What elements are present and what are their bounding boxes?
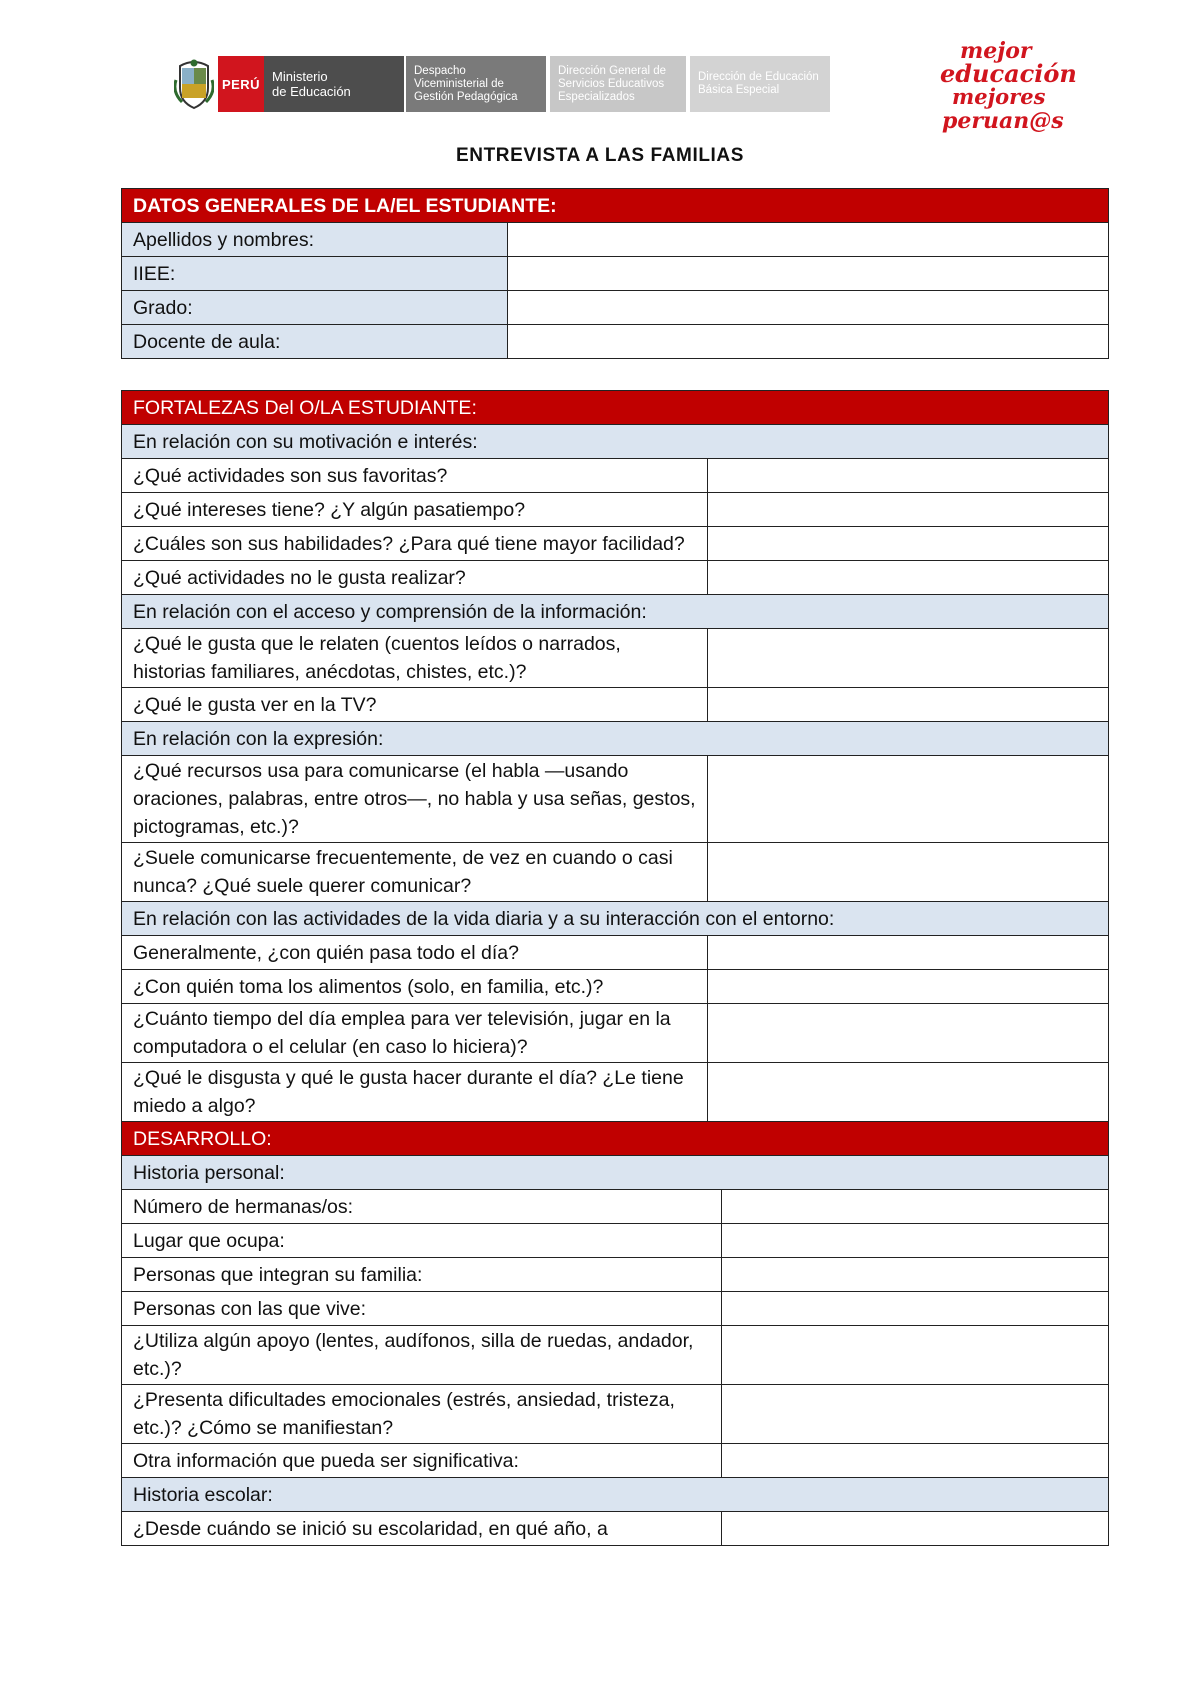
table-row [122, 257, 1109, 291]
table-row [122, 843, 1109, 902]
direccion-basica-box [690, 56, 830, 112]
subsection-row [122, 1478, 1109, 1512]
table-row [122, 1326, 1109, 1385]
table-row [122, 325, 1109, 359]
slogan-line: mejor [960, 38, 1032, 64]
peru-coat-of-arms-icon [174, 58, 214, 110]
answer-cell[interactable] [508, 325, 1109, 359]
question-cell: Generalmente, ¿con quién pasa todo el día? [122, 936, 708, 970]
question-cell: ¿Qué actividades no le gusta realizar? [122, 561, 708, 595]
general-data-table [121, 188, 1109, 359]
answer-cell[interactable] [708, 936, 1109, 970]
table-row [122, 1190, 1109, 1224]
table-row [122, 561, 1109, 595]
section-header-row [122, 1122, 1109, 1156]
table-row [122, 459, 1109, 493]
answer-cell[interactable] [708, 493, 1109, 527]
answer-cell[interactable] [708, 1004, 1109, 1063]
direccion-basica-line: Básica Especial [698, 84, 780, 96]
subsection-row [122, 595, 1109, 629]
question-cell: ¿Cuánto tiempo del día emplea para ver televisión, jugar en la computadora o el celular (en caso lo hiciera)? [122, 1004, 708, 1063]
question-cell: ¿Utiliza algún apoyo (lentes, audífonos, silla de ruedas, andador, etc.)? [122, 1326, 722, 1385]
question-cell: ¿Suele comunicarse frecuentemente, de vez en cuando o casi nunca? ¿Qué suele querer comunicar? [122, 843, 708, 902]
slogan-line: educación [940, 59, 1077, 88]
answer-cell[interactable] [708, 561, 1109, 595]
personal-history-heading: Historia personal: [122, 1156, 1109, 1190]
subsection-row [122, 902, 1109, 936]
strengths-heading: FORTALEZAS Del O/LA ESTUDIANTE: [122, 391, 1109, 425]
direccion-general-line: Dirección General de [558, 64, 667, 77]
subsection-row [122, 425, 1109, 459]
despacho-line: Despacho [414, 64, 466, 77]
section-header-row [122, 391, 1109, 425]
question-cell: ¿Qué le gusta ver en la TV? [122, 688, 708, 722]
table-row [122, 223, 1109, 257]
question-cell: ¿Qué intereses tiene? ¿Y algún pasatiempo? [122, 493, 708, 527]
direccion-general-line: Especializados [558, 90, 635, 103]
school-history-heading: Historia escolar: [122, 1478, 1109, 1512]
answer-cell[interactable] [708, 629, 1109, 688]
despacho-line: Viceministerial de [414, 77, 504, 90]
answer-cell[interactable] [722, 1258, 1109, 1292]
general-data-heading: DATOS GENERALES DE LA/EL ESTUDIANTE: [122, 189, 1109, 223]
access-heading: En relación con el acceso y comprensión de la información: [122, 595, 1109, 629]
table-row [122, 493, 1109, 527]
question-cell: ¿Desde cuándo se inició su escolaridad, en qué año, a [122, 1512, 722, 1546]
answer-cell[interactable] [722, 1385, 1109, 1444]
table-row [122, 291, 1109, 325]
despacho-box [406, 56, 546, 112]
despacho-line: Gestión Pedagógica [414, 90, 518, 103]
daily-heading: En relación con las actividades de la vida diaria y a su interacción con el entorno: [122, 902, 1109, 936]
answer-cell[interactable] [708, 1063, 1109, 1122]
subsection-row [122, 1156, 1109, 1190]
answer-cell[interactable] [722, 1292, 1109, 1326]
table-row [122, 756, 1109, 843]
question-cell: Otra información que pueda ser significativa: [122, 1444, 722, 1478]
table-row [122, 688, 1109, 722]
question-cell: ¿Qué le disgusta y qué le gusta hacer durante el día? ¿Le tiene miedo a algo? [122, 1063, 708, 1122]
table-row [122, 970, 1109, 1004]
question-cell: ¿Con quién toma los alimentos (solo, en familia, etc.)? [122, 970, 708, 1004]
field-label: Grado: [122, 291, 508, 325]
direccion-basica-line: Dirección de Educación [698, 71, 819, 83]
answer-cell[interactable] [708, 970, 1109, 1004]
table-row [122, 1444, 1109, 1478]
table-row [122, 1512, 1109, 1546]
field-label: Apellidos y nombres: [122, 223, 508, 257]
interview-table [121, 390, 1109, 1546]
table-row [122, 527, 1109, 561]
answer-cell[interactable] [708, 527, 1109, 561]
page-header [0, 0, 1200, 140]
table-header-row [122, 189, 1109, 223]
answer-cell[interactable] [708, 756, 1109, 843]
slogan-line: mejores [952, 84, 1046, 109]
question-cell: ¿Qué recursos usa para comunicarse (el habla —usando oraciones, palabras, entre otros—, no habla y usa señas, gestos, pictogramas, etc.)? [122, 756, 708, 843]
question-cell: ¿Qué le gusta que le relaten (cuentos leídos o narrados, historias familiares, anécdotas, chistes, etc.)? [122, 629, 708, 688]
table-row [122, 936, 1109, 970]
answer-cell[interactable] [708, 843, 1109, 902]
direccion-general-box [550, 56, 686, 112]
answer-cell[interactable] [708, 459, 1109, 493]
table-row [122, 1224, 1109, 1258]
table-row [122, 1063, 1109, 1122]
field-label: IIEE: [122, 257, 508, 291]
page-title: ENTREVISTA A LAS FAMILIAS [455, 145, 745, 166]
field-label: Docente de aula: [122, 325, 508, 359]
table-row [122, 1258, 1109, 1292]
development-heading: DESARROLLO: [122, 1122, 1109, 1156]
answer-cell[interactable] [722, 1444, 1109, 1478]
expression-heading: En relación con la expresión: [122, 722, 1109, 756]
question-cell: ¿Qué actividades son sus favoritas? [122, 459, 708, 493]
question-cell: ¿Cuáles son sus habilidades? ¿Para qué tiene mayor facilidad? [122, 527, 708, 561]
peru-badge: PERÚ [218, 56, 264, 112]
question-cell: Personas con las que vive: [122, 1292, 722, 1326]
motivation-heading: En relación con su motivación e interés: [122, 425, 1109, 459]
direccion-general-line: Servicios Educativos [558, 77, 665, 90]
slogan-logo [938, 36, 1088, 136]
table-row [122, 1004, 1109, 1063]
subsection-row [122, 722, 1109, 756]
question-cell: Número de hermanas/os: [122, 1190, 722, 1224]
slogan-line: peruan@s [942, 108, 1064, 134]
answer-cell[interactable] [508, 257, 1109, 291]
table-row [122, 1292, 1109, 1326]
answer-cell[interactable] [508, 223, 1109, 257]
answer-cell[interactable] [508, 291, 1109, 325]
question-cell: ¿Presenta dificultades emocionales (estrés, ansiedad, tristeza, etc.)? ¿Cómo se manifiestan? [122, 1385, 722, 1444]
answer-cell[interactable] [722, 1512, 1109, 1546]
ministry-box [264, 56, 404, 112]
ministry-line: Ministerio [272, 69, 328, 84]
answer-cell[interactable] [722, 1326, 1109, 1385]
table-row [122, 1385, 1109, 1444]
question-cell: Personas que integran su familia: [122, 1258, 722, 1292]
answer-cell[interactable] [708, 688, 1109, 722]
answer-cell[interactable] [722, 1224, 1109, 1258]
question-cell: Lugar que ocupa: [122, 1224, 722, 1258]
table-row [122, 629, 1109, 688]
answer-cell[interactable] [722, 1190, 1109, 1224]
ministry-line: de Educación [272, 84, 351, 99]
